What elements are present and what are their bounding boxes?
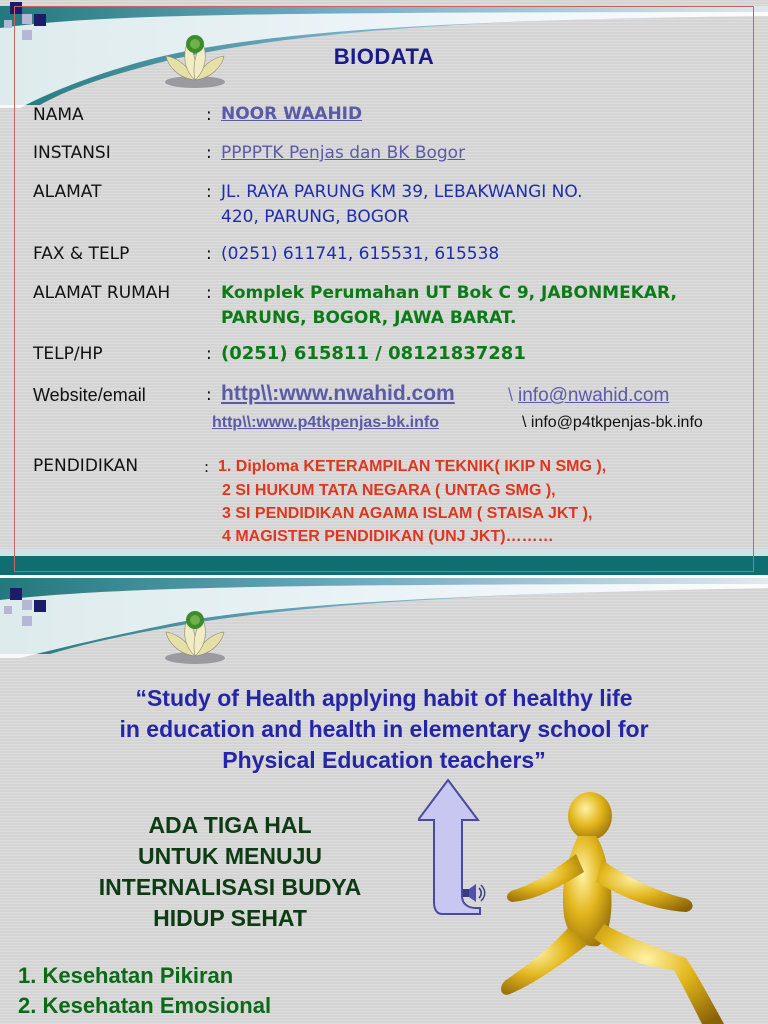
speaker-icon[interactable] — [461, 882, 487, 904]
colon: : — [204, 458, 210, 476]
slide-border — [14, 6, 754, 572]
quote-line: Physical Education teachers” — [222, 747, 546, 773]
quote-line: “Study of Health applying habit of healthy life — [135, 685, 633, 711]
pendidikan-item: 1. Diploma KETERAMPILAN TEKNIK( IKIP N SMG ), — [218, 458, 607, 475]
value-alamat-rumah-line2: PARUNG, BOGOR, JAWA BARAT. — [221, 308, 517, 328]
corner-squares-decoration — [0, 578, 60, 638]
label-alamat-rumah: ALAMAT RUMAH — [33, 283, 171, 303]
biodata-title: BIODATA — [333, 44, 435, 69]
heading-line: UNTUK MENUJU — [138, 843, 322, 869]
website-link-p4tk[interactable]: http\\:www.p4tkpenjas-bk.info — [212, 414, 439, 431]
kesehatan-item: 2. Kesehatan Emosional — [18, 993, 272, 1018]
colon: : — [206, 385, 212, 405]
value-nama: NOOR WAAHID — [221, 104, 363, 124]
colon: : — [206, 244, 212, 264]
colon: : — [206, 105, 212, 125]
pendidikan-item: 3 SI PENDIDIKAN AGAMA ISLAM ( STAISA JKT ), — [222, 505, 593, 522]
pendidikan-item: 2 SI HUKUM TATA NEGARA ( UNTAG SMG ), — [222, 482, 556, 499]
value-fax-telp: (0251) 611741, 615531, 615538 — [221, 244, 500, 264]
pendidikan-item: 4 MAGISTER PENDIDIKAN (UNJ JKT)……… — [222, 528, 554, 545]
colon: : — [206, 283, 212, 303]
colon: : — [206, 182, 212, 202]
label-nama: NAMA — [33, 105, 84, 125]
quote-line: in education and health in elementary school for — [119, 716, 649, 742]
heading-line: INTERNALISASI BUDYA — [98, 874, 362, 900]
website-link-nwahid[interactable]: http\\:www.nwahid.com — [221, 382, 455, 405]
label-telp-hp: TELP/HP — [33, 344, 103, 364]
label-pendidikan: PENDIDIKAN — [33, 456, 139, 476]
email-p4tk: \ info@p4tkpenjas-bk.info — [522, 414, 703, 431]
ada-tiga-hal-heading — [40, 810, 420, 934]
label-instansi: INSTANSI — [33, 143, 111, 163]
value-alamat-line1: JL. RAYA PARUNG KM 39, LEBAKWANGI NO. — [221, 182, 583, 202]
value-alamat-line2: 420, PARUNG, BOGOR — [221, 207, 410, 227]
kesehatan-item: 1. Kesehatan Pikiran — [18, 963, 234, 988]
separator: \ — [508, 385, 514, 405]
label-fax-telp: FAX & TELP — [33, 244, 130, 264]
lotus-logo-icon — [160, 606, 230, 666]
heading-line: HIDUP SEHAT — [153, 905, 307, 931]
email-link-nwahid[interactable]: info@nwahid.com — [518, 385, 670, 406]
study-quote — [0, 683, 768, 776]
runner-figure — [498, 788, 768, 1024]
header-swoosh — [0, 578, 768, 658]
value-alamat-rumah-line1: Komplek Perumahan UT Bok C 9, JABONMEKAR, — [221, 283, 677, 303]
colon: : — [206, 143, 212, 163]
colon: : — [206, 344, 212, 364]
value-instansi[interactable]: PPPPTK Penjas dan BK Bogor — [221, 143, 466, 163]
value-telp-hp: (0251) 615811 / 08121837281 — [221, 343, 526, 364]
label-alamat: ALAMAT — [33, 182, 102, 202]
label-website-email: Website/email — [33, 385, 146, 405]
heading-line: ADA TIGA HAL — [148, 812, 312, 838]
